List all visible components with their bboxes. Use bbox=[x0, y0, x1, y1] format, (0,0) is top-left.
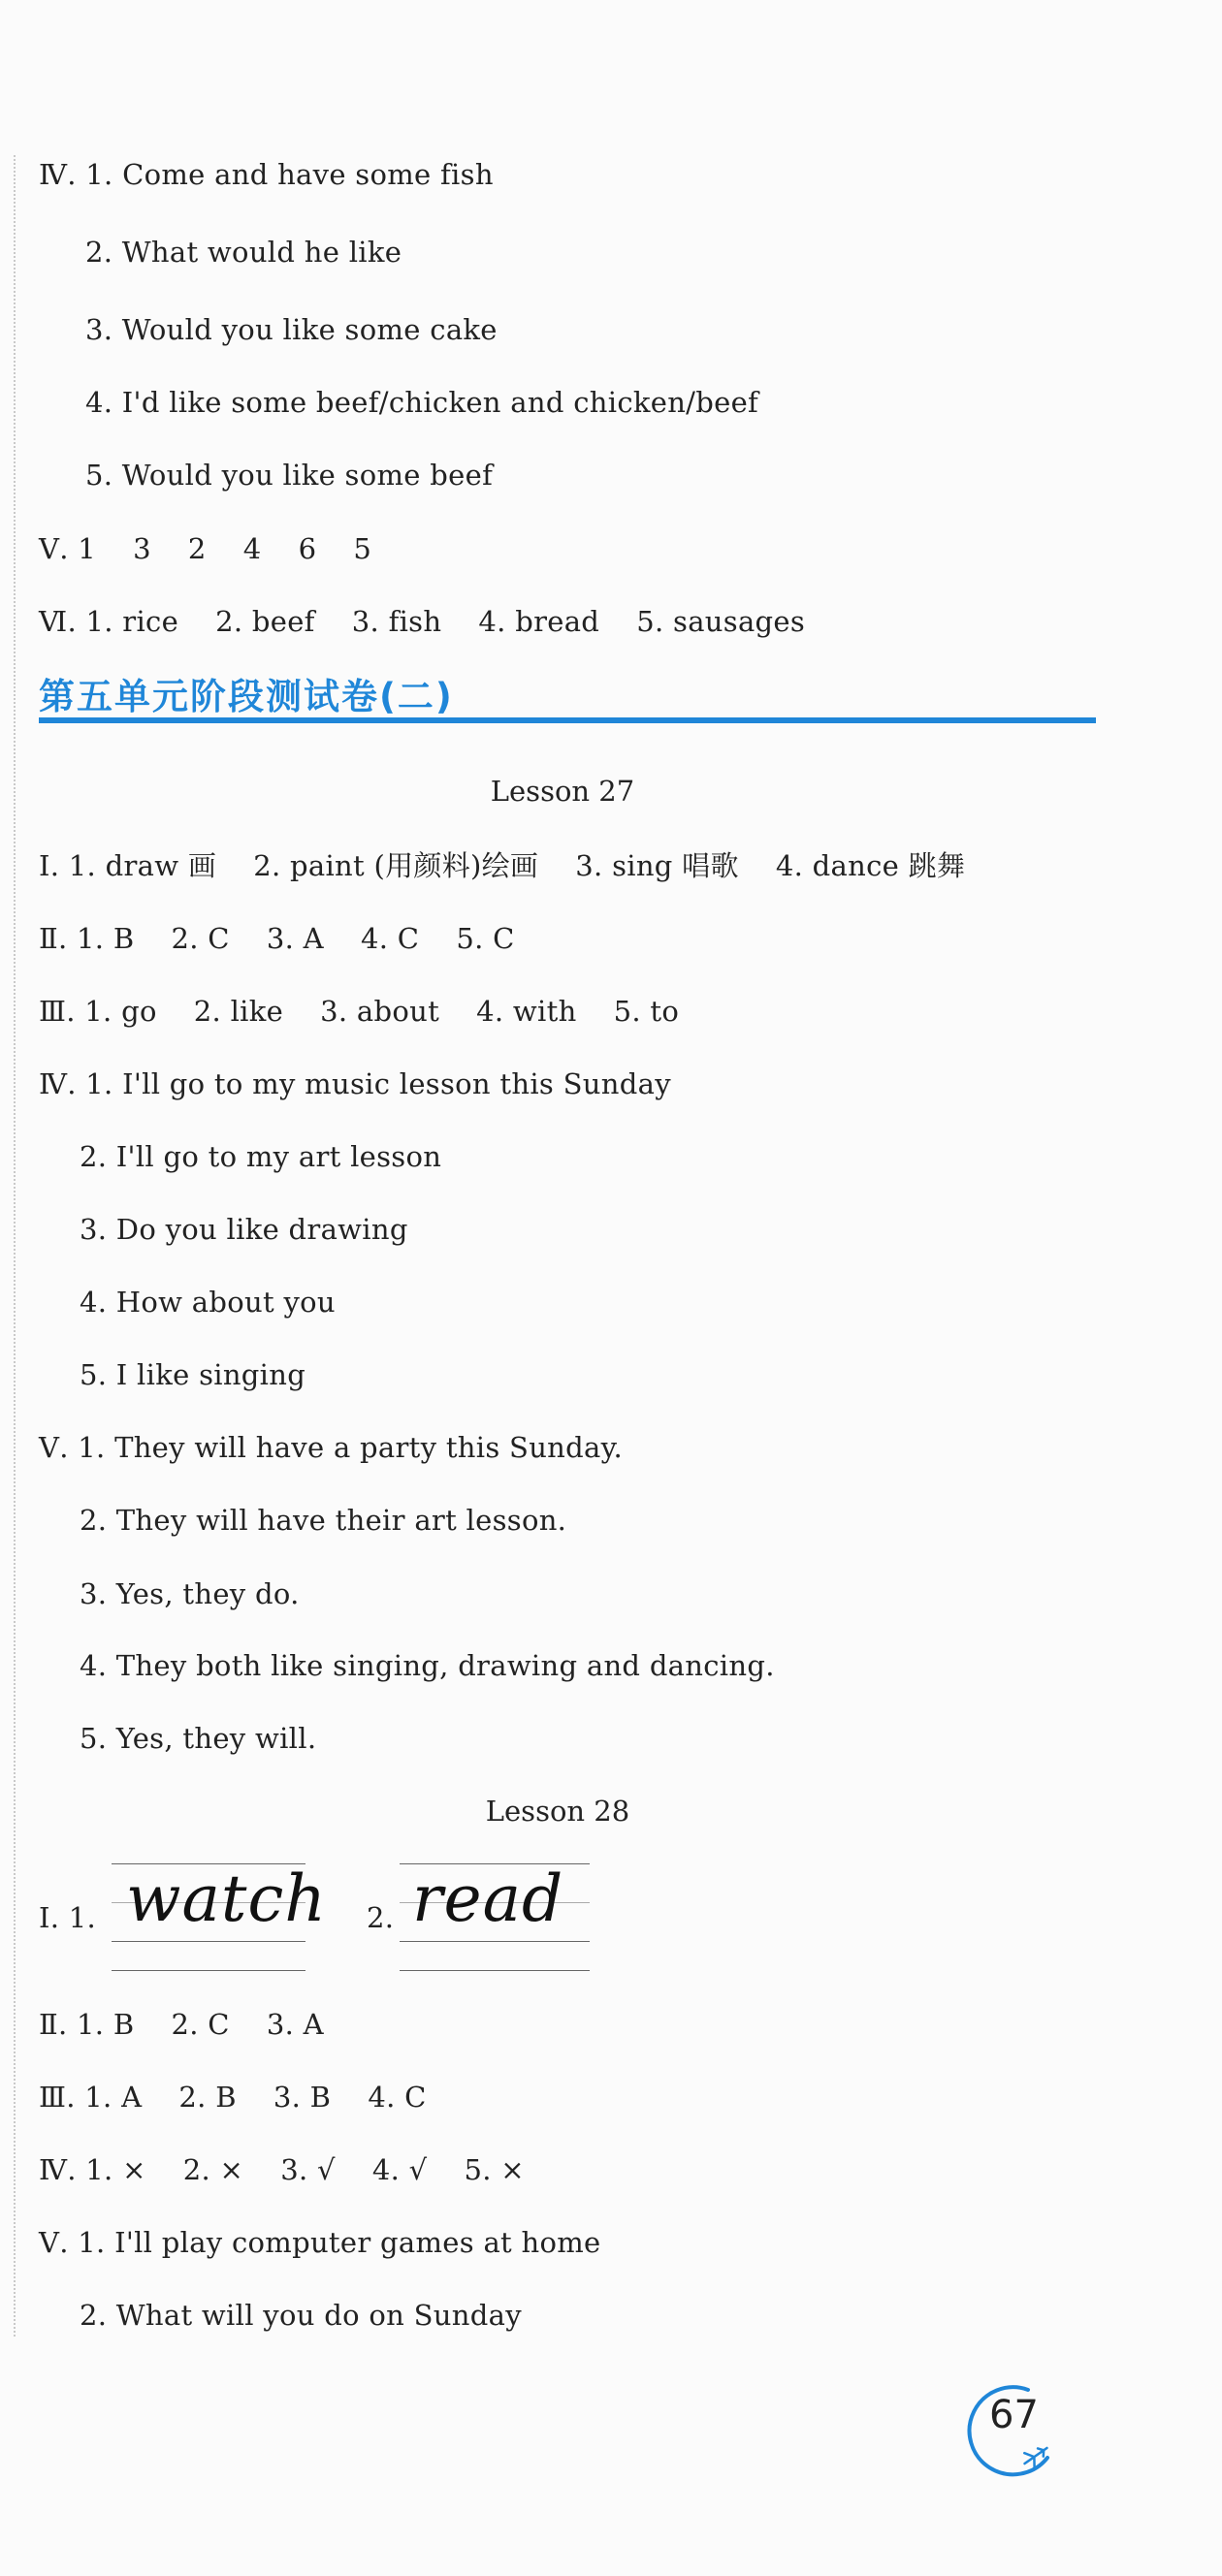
handwritten-word: watch bbox=[126, 1861, 327, 1936]
answer-line: 2. What would he like bbox=[85, 236, 402, 269]
writing-guide-line bbox=[112, 1970, 306, 1971]
answer-line: Ⅳ. 1. I'll go to my music lesson this Sunday bbox=[39, 1067, 671, 1100]
answer-line: 3. Yes, they do. bbox=[80, 1577, 300, 1610]
answer-line: 4. How about you bbox=[80, 1286, 336, 1319]
answer-line: Ⅵ. 1. rice 2. beef 3. fish 4. bread 5. sausages bbox=[39, 605, 806, 638]
answer-line: 5. Yes, they will. bbox=[80, 1722, 317, 1755]
answer-line: Ⅰ. 1. draw 画 2. paint (用颜料)绘画 3. sing 唱歌 4. dance 跳舞 bbox=[39, 849, 966, 882]
answer-line: Ⅴ. 1 3 2 4 6 5 bbox=[39, 532, 372, 565]
answer-line: Ⅱ. 1. B 2. C 3. A 4. C 5. C bbox=[39, 922, 515, 955]
handwriting-answers bbox=[0, 1852, 679, 1978]
section-rule bbox=[39, 717, 1096, 723]
answer-line: 5. Would you like some beef bbox=[85, 459, 494, 492]
answer-prefix: 2. bbox=[367, 1901, 395, 1934]
section-title: 第五单元阶段测试卷(二) bbox=[39, 676, 454, 717]
answer-line: 4. They both like singing, drawing and dancing. bbox=[80, 1649, 775, 1682]
margin-dotted-line bbox=[14, 155, 17, 2337]
lesson-28-title: Lesson 28 bbox=[485, 1795, 630, 1828]
lesson-27-title: Lesson 27 bbox=[490, 775, 635, 808]
answer-line: 3. Would you like some cake bbox=[85, 313, 498, 346]
answer-line: 2. What will you do on Sunday bbox=[80, 2299, 522, 2332]
answer-line: Ⅲ. 1. go 2. like 3. about 4. with 5. to bbox=[39, 995, 680, 1028]
answer-prefix: Ⅰ. 1. bbox=[39, 1901, 97, 1934]
answer-line: Ⅳ. 1. Come and have some fish bbox=[39, 158, 494, 191]
writing-guide-line bbox=[400, 1970, 590, 1971]
answer-line: Ⅴ. 1. I'll play computer games at home bbox=[39, 2226, 601, 2259]
answer-line: 5. I like singing bbox=[80, 1358, 306, 1391]
answer-line: 2. I'll go to my art lesson bbox=[80, 1140, 442, 1173]
answer-line: 4. I'd like some beef/chicken and chicken/beef bbox=[85, 386, 759, 419]
answer-line: Ⅴ. 1. They will have a party this Sunday. bbox=[39, 1431, 623, 1464]
answer-line: 3. Do you like drawing bbox=[80, 1213, 408, 1246]
page-number: 67 bbox=[989, 2393, 1039, 2437]
answer-line: Ⅱ. 1. B 2. C 3. A bbox=[39, 2008, 324, 2041]
answer-line: Ⅳ. 1. × 2. × 3. √ 4. √ 5. × bbox=[39, 2153, 525, 2186]
answer-line: Ⅲ. 1. A 2. B 3. B 4. C bbox=[39, 2081, 427, 2114]
answer-line: 2. They will have their art lesson. bbox=[80, 1504, 567, 1537]
writing-guide-line bbox=[400, 1941, 590, 1942]
writing-guide-line bbox=[112, 1941, 306, 1942]
handwritten-word: read bbox=[412, 1861, 564, 1936]
